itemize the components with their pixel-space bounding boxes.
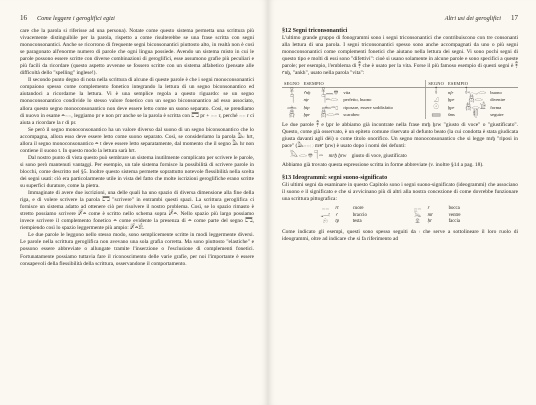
table-row (317, 219, 482, 226)
sign-glyph: 𓊹 (289, 95, 294, 104)
example-meaning: forma (490, 104, 502, 110)
example-glyphs: 𓄤𓆑𓂋 (464, 87, 487, 96)
table-header (488, 80, 518, 88)
example-glyphs: 𓊵𓏏𓊪 (321, 102, 339, 111)
ideogram-transliteration: ꜥ (335, 212, 338, 218)
ideogram-transliteration: rt (335, 206, 339, 212)
sign-transliteration: šms (447, 112, 455, 118)
ideogram-glyph: 𓂝 (320, 211, 331, 219)
table-header: SEGNO (284, 81, 300, 87)
ideogram-glyph: 𓂋 (413, 205, 422, 213)
running-title: Altri usi dei geroglifici (444, 15, 501, 22)
ideogram-glyph: 𓁷 (415, 218, 420, 226)
ideogram-glyph: 𓂋 (321, 205, 330, 213)
table-row (317, 206, 482, 213)
sign-transliteration: ꜥnḫ (303, 89, 311, 95)
ideogram-glyph: 𓅓 (413, 211, 422, 219)
example-meaning: seguire (490, 112, 504, 118)
section-intro: Gli ultimi segni da esaminare in questo Capitolo sono i segni suono-significato (ideogrammi) che associano il suono e il significato e che si avvicinano più di altri alla nostra concezione di come dovrebbe funzionare una scrittura pittografica: (282, 182, 518, 203)
paragraph: Le due parole 𓋹 e ḫpr le abbiamo già incontrate nella frase mrḫ ḫrw "giusto di voce" o "giustificato". Questo, come già osservato, è un epiteto comune riservato al defunto beato (la cui condotta è stata giudicata giusta davanti agli dèi) o come titolo onorifico. Un segno monoconsonantico che si legge mrḫ "riposi in pace" (𓅓𓂋𓐍 mꜣꜥ ḫrw) è usato dopo i nomi dei defunti: (282, 121, 518, 149)
translation: giusto di voce, giustificato (351, 152, 407, 159)
sign-transliteration: nfr (447, 89, 454, 95)
example-meaning: vita (343, 89, 351, 95)
paragraph: Come indicato gli esempi, questi sono spesso seguiti da 𓏤 che serve a sottolineare il loro ruolo di ideogrammi, oltre ad indicare che si fa riferimento ad (282, 228, 518, 242)
example-meaning: buono (490, 89, 502, 95)
ideogram-meaning: bocca (448, 206, 460, 212)
example-meaning: scarabeo (343, 112, 360, 118)
ideogram-meaning: ventre (448, 212, 461, 218)
table-row (317, 213, 482, 220)
example-meaning: perfetto, buono (343, 97, 372, 103)
sign-transliteration: ḫpr (447, 104, 455, 110)
sign-transliteration: ḫpr (303, 112, 311, 118)
right-running-head (282, 14, 518, 22)
left-running-head (20, 14, 254, 22)
ideogram-transliteration: r (427, 206, 430, 212)
sign-glyph: 𓆣 (288, 110, 295, 119)
sign-glyph: 𓈙 (426, 111, 446, 119)
example-meaning: divenire (490, 97, 506, 103)
spacer (392, 213, 410, 220)
table-header: SEGNO (426, 80, 446, 88)
right-page (268, 0, 536, 405)
sign-glyph: 𓋹 (289, 87, 294, 96)
ideogram-transliteration: tp (335, 219, 340, 225)
ideogram-meaning: braccio (352, 212, 367, 218)
example-glyphs: 𓆣𓂋 (468, 95, 483, 104)
transliteration: mrḫ ḫrw (328, 152, 347, 159)
example-glyphs: 𓆣𓂋𓀀 (465, 102, 486, 111)
ideogram-transliteration: mr (427, 212, 433, 218)
spacer (392, 206, 410, 213)
sign-transliteration: ḥtp (303, 104, 310, 110)
ideogram-meaning: testa (352, 219, 362, 225)
sign-transliteration: ḫpr (447, 97, 455, 103)
left-paragraph: Le due parole le leggono nello stesso modo, sono semplicemente scritte in modi leggermente diversi. Le parole nella scrittura geroglifica non avevano una sola grafia corretta. Ma sono piuttosto "elastiche" e possono essere abbreviate o allungate tramite l'inserzione o l'esclusione di complementi fonetici. Fortunatamente possiamo tuttavia fare il riconoscimento delle varie grafie, per noi l'importante è essere consapevoli della flessibilità della scrittura, osservandone il comportamento. (20, 232, 254, 267)
sign-glyph: 𓊵 (287, 102, 297, 111)
example-glyphs: 𓆣𓂋𓏏 (320, 110, 340, 119)
sign-glyph: 𓄤 (426, 88, 446, 96)
example-glyphs: 𓋹𓈖𓐍 (321, 87, 339, 96)
left-paragraph: Il secondo punto degno di nota nella scrittura di alcune di queste parole è che i segni monoconsonantici compaiono spesso come complemento fonetico integrando la lettura di un segno biconsonantico ed aiutandoci a ricordarne la lettura. Vi è una semplice regola a questo riguardo: se un segno monoconsonantico condivide lo stesso valore fonetico con un segno biconsonantico ad esso associato, allora questo segno monoconsonantico non deve essere letto come un suono separato. Così, se prendiamo di nuovo in esame 𓏏𓂋, leggiamo pr e non prr anche se la parola è scritta con 𓉐 pr + 𓂋 r, perché 𓂋 r ci aiuta a ricordare la r di pr. (20, 77, 254, 126)
ideogram-glyph: 𓁶 (323, 218, 328, 226)
sign-glyph: 𓈎 (426, 96, 446, 104)
ideogram-meaning: cuore (352, 206, 364, 212)
left-paragraph: Immaginate di avere due iscrizioni, una delle quali ha uno spazio di diversa dimensione alla fine della riga, e di volere scrivere la parola 𓉐 "scrivere" in entrambi questi spazi. La scrittura geroglifica ci fornisce un sistema adatto ad ottenere ciò per risolvere il nostro problema. Così, se lo spazio rimasto è stretto possiamo scrivere 𓏞𓏏 come è scritto nello schema sopra 𓏞𓏏. Nello spazio più largo possiamo invece scrivere il complemento fonetico 𓏏 come evidente la presenza di 𓏏 come parte del segno 𓉐, riempiendo così lo spazio leggermente più ampio: 𓏞𓏏𓀀. (20, 190, 254, 232)
spacer (392, 219, 410, 226)
table-row (282, 111, 518, 119)
left-paragraph: Se però il segno monoconsonantico ha un valore diverso dal suono di un segno biconsonantico che lo accompagna, allora esso deve essere letto come suono separato. Così, se consideriamo la parola 𓅓𓏤 hrt, allora il segno monoconsonantico 𓏏 t deve essere letto separatamente, dal momento che il segno 𓅓 hr non contiene il suono t. In questo modo la lettura sarà hrt. (20, 126, 254, 154)
hieroglyph-example: 𓅓𓂋𓐍𓊹𓏏 (290, 150, 325, 159)
section-heading: §12 Segni triconsonantici (282, 28, 348, 34)
example-line (290, 152, 518, 160)
left-paragraph: Dal nostro punto di vista questo può sembrare un sistema inutilmente complicato per scrivere le parole, si sono però mantenuti vantaggi. Per esempio, un tale sistema fornisce la possibilità di scrivere parole in blocchi, come descritto nel §5. Inoltre questo sistema permette soprattutto notevole flessibilità nella scelta dei segni usati: ciò era particolarmente utile in vista del fatto che molte iscrizioni geroglifiche erano scritte su superfici durature, come la pietra. (20, 154, 254, 190)
left-paragraph: care che la parola si riferisse ad una persona). Notate come questo sistema permetta una scrittura più vivacemente distinguibile per la parola, rispetto a come risulterebbe se una frase scritta con segni monoconsonantici. Anche se ricorrono di frequente segni biconsonantici piuttosto alto, in realtà non è così se paragonato all'enorme numero di parole che ogni lingua possiede. Avendo un sistema misto in cui le parole possono essere scritte con diverse combinazioni di geroglifici, esse assumono grafie più peculiari e più facili da ricordare (questo aspetto avvenne se fossero scritte con un sistema alfabetico (pensate alle difficoltà dello "spelling" inglese!). (20, 28, 254, 77)
ideogram-meaning: faccia (448, 219, 461, 225)
ideogram-table (317, 206, 482, 226)
page-number: 17 (511, 14, 518, 22)
example-meaning: riposare, essere soddisfatto (343, 104, 393, 110)
page-number: 16 (20, 14, 27, 22)
table-header: ESEMPIO (446, 80, 488, 88)
sign-transliteration: nṯr (303, 97, 310, 103)
example-glyphs: 𓊹𓏏𓂋 (321, 95, 339, 104)
section-heading: §13 Ideogrammi: segni suono-significato (282, 175, 388, 182)
triconsonantal-table (282, 80, 518, 119)
running-title: Come leggere i geroglifici egizi (37, 15, 115, 22)
paragraph: Abbiamo già trovato questa espressione scritta in forme abbreviate (v. inoltre §14 a pag. 18). (282, 161, 484, 168)
table-row (282, 104, 518, 112)
ideogram-transliteration: ḥr (427, 219, 432, 225)
table-header (341, 80, 425, 88)
section-intro: L'ultimo grande gruppo di fonogrammi sono i segni triconsonantici che contribuiscono con tre consonanti alla lettura di una parola. I segni triconsonantici spesso sono anche accompagnati da uno o più segni monoconsonantici come complementi fonetici che aiutano nella lettura dei segni. Vi sono pochi segni di questo tipo e molti di essi sono "difettivi": cioè si usano solamente in alcune parole e sono specifici a queste parole; per esempio, l'emblema di 𓋹 che è usato per la vita. Forse il più famoso esempio di questi segni è 𓋹 ꜥnḫ, "ankh", usato nella parola "vita": (282, 35, 518, 77)
table-header: ESEMPIO (302, 80, 342, 88)
example-glyphs: 𓌞𓋴 (472, 110, 479, 119)
sign-glyph: 𓇳 (426, 104, 446, 112)
